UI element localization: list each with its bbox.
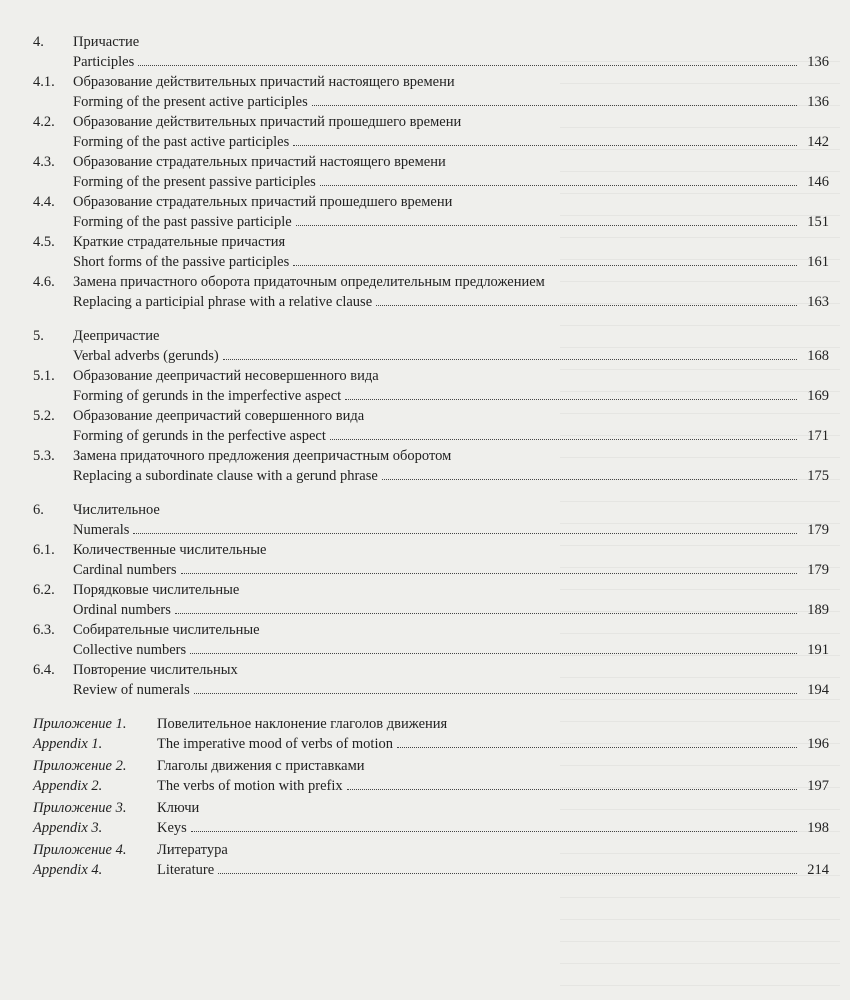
page-number: 189: [807, 602, 829, 618]
page-number: 136: [807, 54, 829, 70]
appendix-entry: [33, 840, 829, 880]
show-through-line: [560, 964, 840, 986]
appendix-title-ru-row: [33, 714, 829, 734]
subsection-title-ru: Порядковые числительные: [73, 582, 240, 598]
subsection-title-ru: Образование страдательных причастий настоящего времени: [73, 154, 446, 170]
subsection-title-en: Replacing a subordinate clause with a gerund phrase: [73, 468, 378, 484]
subsection-title-en-row: [33, 426, 829, 446]
leader-dots: [330, 438, 797, 440]
section-title-ru: Числительное: [73, 502, 160, 518]
subsection-title-ru-row: [33, 406, 829, 426]
subsection-entry: [33, 406, 829, 446]
table-of-contents: [33, 32, 829, 882]
section-heading-ru: [33, 326, 829, 346]
section-5: [33, 326, 829, 486]
appendix-title-ru: Ключи: [157, 800, 200, 816]
page-number: 136: [807, 94, 829, 110]
appendix-label-en: Appendix 4.: [33, 862, 103, 878]
subsection-entry: [33, 366, 829, 406]
page-number: 196: [807, 736, 829, 752]
page-number: 151: [807, 214, 829, 230]
subsection-title-en: Forming of the past active participles: [73, 134, 290, 150]
page-number: 142: [807, 134, 829, 150]
subsection-entry: [33, 112, 829, 152]
page-number: 171: [807, 428, 829, 444]
appendix-label-ru: Приложение 3.: [33, 800, 127, 816]
subsection-title-ru: Повторение числительных: [73, 662, 238, 678]
section-4: [33, 32, 829, 312]
page-number: 169: [807, 388, 829, 404]
section-heading-en: [33, 346, 829, 366]
appendix-title-en: The imperative mood of verbs of motion: [157, 736, 393, 752]
subsection-title-en-row: [33, 600, 829, 620]
subsection-entry: [33, 446, 829, 486]
leader-dots: [293, 264, 797, 266]
leader-dots: [347, 788, 797, 790]
subsection-number: 5.1.: [33, 368, 55, 384]
subsection-title-ru: Замена причастного оборота придаточным определительным предложением: [73, 274, 545, 290]
section-number: 4.: [33, 34, 44, 50]
leader-dots: [296, 224, 797, 226]
subsection-number: 4.3.: [33, 154, 55, 170]
leader-dots: [382, 478, 797, 480]
leader-dots: [345, 398, 797, 400]
subsection-title-en-row: [33, 132, 829, 152]
section-heading-ru: [33, 32, 829, 52]
appendix-label-en: Appendix 2.: [33, 778, 103, 794]
section-heading-en: [33, 520, 829, 540]
appendix-label-ru: Приложение 2.: [33, 758, 127, 774]
section-heading-en: [33, 52, 829, 72]
page-number: 194: [807, 682, 829, 698]
subsection-title-ru-row: [33, 446, 829, 466]
appendix-title-en-row: [33, 776, 829, 796]
page-number: 175: [807, 468, 829, 484]
appendix-title-en: Literature: [157, 862, 215, 878]
subsection-title-en-row: [33, 560, 829, 580]
subsection-title-en-row: [33, 680, 829, 700]
subsection-entry: [33, 272, 829, 312]
appendix-list: [33, 714, 829, 880]
leader-dots: [133, 532, 797, 534]
subsection-number: 6.4.: [33, 662, 55, 678]
leader-dots: [181, 572, 798, 574]
subsection-title-ru-row: [33, 620, 829, 640]
page-number: 197: [807, 778, 829, 794]
subsection-title-ru-row: [33, 192, 829, 212]
subsection-title-en-row: [33, 92, 829, 112]
subsection-entry: [33, 72, 829, 112]
subsection-title-ru-row: [33, 112, 829, 132]
subsection-title-ru: Образование действительных причастий настоящего времени: [73, 74, 455, 90]
subsection-entry: [33, 660, 829, 700]
subsection-number: 4.2.: [33, 114, 55, 130]
subsection-number: 4.1.: [33, 74, 55, 90]
appendix-title-ru: Глаголы движения с приставками: [157, 758, 365, 774]
appendix-title-en-row: [33, 860, 829, 880]
subsection-entry: [33, 232, 829, 272]
subsection-entry: [33, 620, 829, 660]
section-6: [33, 500, 829, 700]
subsection-title-en: Ordinal numbers: [73, 602, 171, 618]
section-title-en: Participles: [73, 54, 135, 70]
subsection-title-ru: Образование страдательных причастий прошедшего времени: [73, 194, 453, 210]
subsection-number: 4.5.: [33, 234, 55, 250]
subsection-title-en-row: [33, 292, 829, 312]
page-number: 198: [807, 820, 829, 836]
subsection-title-en-row: [33, 212, 829, 232]
leader-dots: [190, 652, 797, 654]
leader-dots: [320, 184, 797, 186]
page-number: 191: [807, 642, 829, 658]
section-title-ru: Деепричастие: [73, 328, 160, 344]
appendix-title-en-row: [33, 818, 829, 838]
subsection-title-en: Short forms of the passive participles: [73, 254, 290, 270]
leader-dots: [175, 612, 797, 614]
subsection-list: [33, 366, 829, 486]
subsection-number: 5.3.: [33, 448, 55, 464]
page-number: 168: [807, 348, 829, 364]
section-number: 5.: [33, 328, 44, 344]
subsection-number: 4.6.: [33, 274, 55, 290]
appendix-title-en: Keys: [157, 820, 187, 836]
page-number: 163: [807, 294, 829, 310]
page-number: 161: [807, 254, 829, 270]
appendix-title-en-row: [33, 734, 829, 754]
leader-dots: [191, 830, 797, 832]
subsection-title-ru: Образование деепричастий несовершенного вида: [73, 368, 379, 384]
subsection-title-ru: Образование деепричастий совершенного вида: [73, 408, 365, 424]
subsection-title-en: Replacing a participial phrase with a relative clause: [73, 294, 373, 310]
section-title-ru: Причастие: [73, 34, 140, 50]
subsection-title-ru: Собирательные числительные: [73, 622, 260, 638]
appendix-entry: [33, 798, 829, 838]
subsection-title-en: Forming of the present passive participles: [73, 174, 316, 190]
subsection-title-en: Review of numerals: [73, 682, 190, 698]
subsection-title-en-row: [33, 252, 829, 272]
subsection-title-ru-row: [33, 540, 829, 560]
subsection-number: 6.1.: [33, 542, 55, 558]
subsection-title-ru-row: [33, 232, 829, 252]
subsection-number: 4.4.: [33, 194, 55, 210]
subsection-title-ru-row: [33, 580, 829, 600]
subsection-title-en: Collective numbers: [73, 642, 187, 658]
subsection-number: 6.3.: [33, 622, 55, 638]
subsection-entry: [33, 192, 829, 232]
section-number: 6.: [33, 502, 44, 518]
subsection-title-ru-row: [33, 660, 829, 680]
subsection-title-ru-row: [33, 152, 829, 172]
subsection-title-ru-row: [33, 366, 829, 386]
subsection-entry: [33, 152, 829, 192]
leader-dots: [397, 746, 797, 748]
subsection-title-en-row: [33, 640, 829, 660]
appendix-label-en: Appendix 3.: [33, 820, 103, 836]
subsection-title-ru: Образование действительных причастий прошедшего времени: [73, 114, 462, 130]
subsection-entry: [33, 540, 829, 580]
show-through-line: [560, 986, 840, 1000]
subsection-title-ru: Замена придаточного предложения деепричастным оборотом: [73, 448, 452, 464]
show-through-line: [560, 942, 840, 964]
leader-dots: [218, 872, 797, 874]
subsection-number: 5.2.: [33, 408, 55, 424]
page-number: 146: [807, 174, 829, 190]
subsection-entry: [33, 580, 829, 620]
subsection-title-ru: Краткие страдательные причастия: [73, 234, 286, 250]
appendix-title-ru: Литература: [157, 842, 228, 858]
section-title-en: Numerals: [73, 522, 130, 538]
subsection-title-ru: Количественные числительные: [73, 542, 267, 558]
subsection-list: [33, 72, 829, 312]
subsection-list: [33, 540, 829, 700]
subsection-title-ru-row: [33, 272, 829, 292]
subsection-title-en: Forming of gerunds in the imperfective aspect: [73, 388, 342, 404]
section-heading-ru: [33, 500, 829, 520]
subsection-title-en: Forming of the past passive participle: [73, 214, 292, 230]
appendix-title-en: The verbs of motion with prefix: [157, 778, 343, 794]
section-title-en: Verbal adverbs (gerunds): [73, 348, 219, 364]
show-through-line: [560, 898, 840, 920]
subsection-title-en-row: [33, 172, 829, 192]
subsection-title-en: Forming of gerunds in the perfective aspect: [73, 428, 326, 444]
leader-dots: [194, 692, 797, 694]
leader-dots: [138, 64, 797, 66]
appendix-title-ru: Повелительное наклонение глаголов движения: [157, 716, 448, 732]
appendix-title-ru-row: [33, 756, 829, 776]
subsection-title-en-row: [33, 466, 829, 486]
leader-dots: [293, 144, 797, 146]
leader-dots: [376, 304, 797, 306]
appendix-entry: [33, 756, 829, 796]
subsection-title-en-row: [33, 386, 829, 406]
subsection-title-en: Forming of the present active participles: [73, 94, 308, 110]
page-number: 179: [807, 562, 829, 578]
subsection-title-en: Cardinal numbers: [73, 562, 177, 578]
appendix-title-ru-row: [33, 798, 829, 818]
leader-dots: [223, 358, 797, 360]
appendix-label-ru: Приложение 4.: [33, 842, 127, 858]
show-through-line: [560, 920, 840, 942]
subsection-title-ru-row: [33, 72, 829, 92]
appendix-title-ru-row: [33, 840, 829, 860]
page-number: 179: [807, 522, 829, 538]
appendix-label-ru: Приложение 1.: [33, 716, 127, 732]
appendix-entry: [33, 714, 829, 754]
subsection-number: 6.2.: [33, 582, 55, 598]
page-number: 214: [807, 862, 829, 878]
appendix-label-en: Appendix 1.: [33, 736, 103, 752]
leader-dots: [312, 104, 797, 106]
